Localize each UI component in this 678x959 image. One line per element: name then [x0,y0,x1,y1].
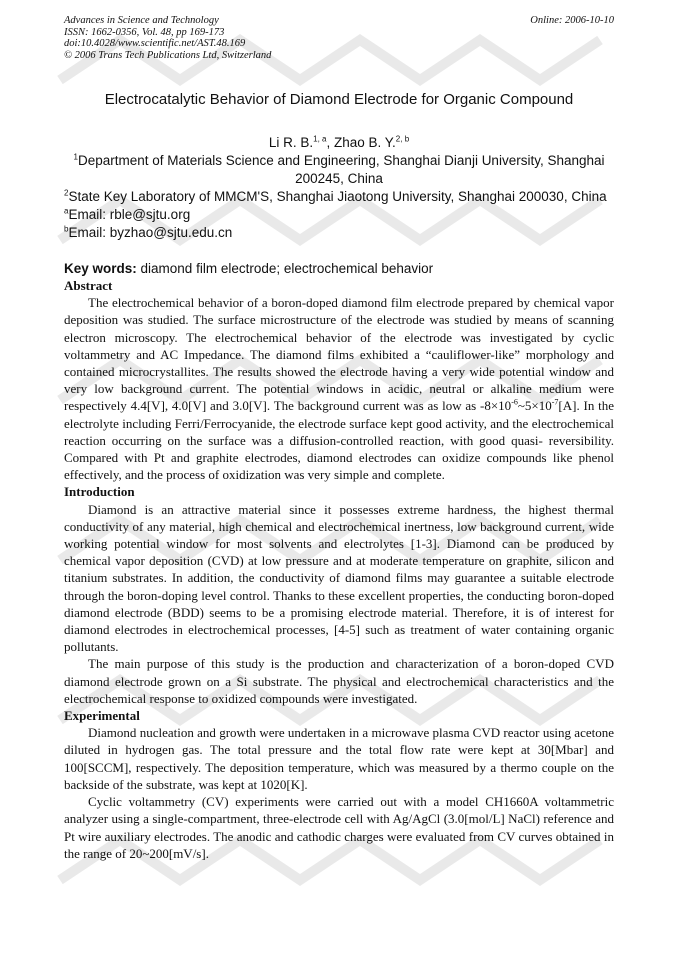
email-b-text[interactable]: Email: byzhao@sjtu.edu.cn [68,225,233,240]
issn-line: ISSN: 1662-0356, Vol. 48, pp 169-173 [64,26,225,38]
introduction-paragraph-2: The main purpose of this study is the production and characterization of a boron-doped CVD diamond electrode grown on a Si substrate. The physical and electrochemical characteristics and the electrochemical response to oxidized compounds were investigated. [64,656,614,706]
introduction-paragraph-1: Diamond is an attractive material since it possesses extreme hardness, the highest thermal conductivity of any material, high chemical and electrochemical inertness, low background current, wide working potential window for most solvents and electrolytes [1-3]. Diamond can be produced by chemical vapor deposition (CVD) at low pressure and at moderate temperature on graphite, silicon and titanium substrates. In addition, the conductivity of diamond films may guarantee a suitable electrode through the boron-doping level control. Thanks to these excellent properties, the conducting boron-doped diamond electrode (BDD) seems to be a promising electrode material. Therefore, it is of interest for diamond electrodes in electrochemical processes, [4-5] such as treatment of water containing organic pollutants. [64,501,614,655]
abstract-text-3: [A]. In the electrolyte including Ferri/Ferrocyanide, the electrode surface kept good activity, and the electrochemical reaction occurring on the surface was a diffusion-controlled reaction, with good quasi- reversibility. Compared with Pt and graphite electrodes, diamond electrodes can oxidize compounds like phenol effectively, and the process of oxidization was very simple and complete. [64,398,615,483]
abstract-text-2: ~5×10 [517,398,552,414]
doi-line[interactable]: doi:10.4028/www.scientific.net/AST.48.169 [64,38,246,49]
affiliation-1-marker: 1 [73,152,78,162]
journal-name: Advances in Science and Technology [64,15,219,26]
affiliation-2 [64,188,607,206]
keywords-text: diamond film electrode; electrochemical behavior [136,261,434,276]
abstract-exponent-2: -7 [551,398,559,408]
author-2-marker: 2, b [395,134,410,144]
article-body [64,277,614,862]
email-a-marker: a [64,206,69,216]
author-1-marker: 1, a [313,134,327,144]
author-line [0,134,678,152]
email-b-marker: b [64,224,69,234]
experimental-paragraph-1: Diamond nucleation and growth were undertaken in a microwave plasma CVD reactor using acetone diluted in hydrogen gas. The total pressure and the total flow rate were kept at 30[Mbar] and 100[SCCM], respectively. The deposition temperature, which was measured by a thermo couple on the backside of the substrate, was kept at 1020[K]. [64,725,614,792]
abstract-exponent-1: -6 [511,398,518,408]
author-separator: , [326,135,334,150]
journal-header [64,15,271,61]
introduction-heading: Introduction [64,484,135,500]
online-date: Online: 2006-10-10 [530,15,614,26]
abstract-heading: Abstract [64,278,113,293]
abstract-paragraph [64,294,614,483]
affiliation-2-text: State Key Laboratory of MMCM'S, Shanghai Jiaotong University, Shanghai 200030, China [68,189,607,204]
experimental-paragraph-2: Cyclic voltammetry (CV) experiments were carried out with a model CH1660A voltammetric analyzer using a single-compartment, three-electrode cell with Ag/AgCl (3.0[mol/L] NaCl) reference and Pt wire auxiliary electrodes. The anodic and cathodic charges were evaluated from CV curves obtained in the range of 20~200[mV/s]. [64,794,614,861]
email-a-text[interactable]: Email: rble@sjtu.org [68,207,191,222]
keywords-label: Key words: [64,261,137,276]
affiliation-2-marker: 2 [64,188,69,198]
paper-title: Electrocatalytic Behavior of Diamond Electrode for Organic Compound [104,91,574,108]
email-b [64,224,232,242]
author-2: Zhao B. Y. [333,135,396,150]
keywords [64,260,433,278]
affiliation-1-text: Department of Materials Science and Engineering, Shanghai Dianji University, Shanghai 200245, China [77,153,605,186]
experimental-heading: Experimental [64,708,140,724]
abstract-text-1: The electrochemical behavior of a boron-doped diamond film electrode prepared by chemical vapor deposition was studied. The surface microstructure of the electrode was studied by means of scanning electron microscopy. The electrochemical behavior of the electrode was investigated by cyclic voltammetry and AC Impedance. The diamond films exhibited a “cauliflower-like” morphology and contained microcrystallites. The results showed the electrode having a very wide potential window and very low background current. The potential windows in acidic, neutral or alkaline medium were respectively 4.4[V], 4.0[V] and 3.0[V]. The background current was as low as -8×10 [64,295,614,414]
copyright-line: © 2006 Trans Tech Publications Ltd, Switzerland [64,49,272,61]
affiliation-1 [64,152,614,188]
author-1: Li R. B. [268,135,314,150]
email-a [64,206,190,224]
